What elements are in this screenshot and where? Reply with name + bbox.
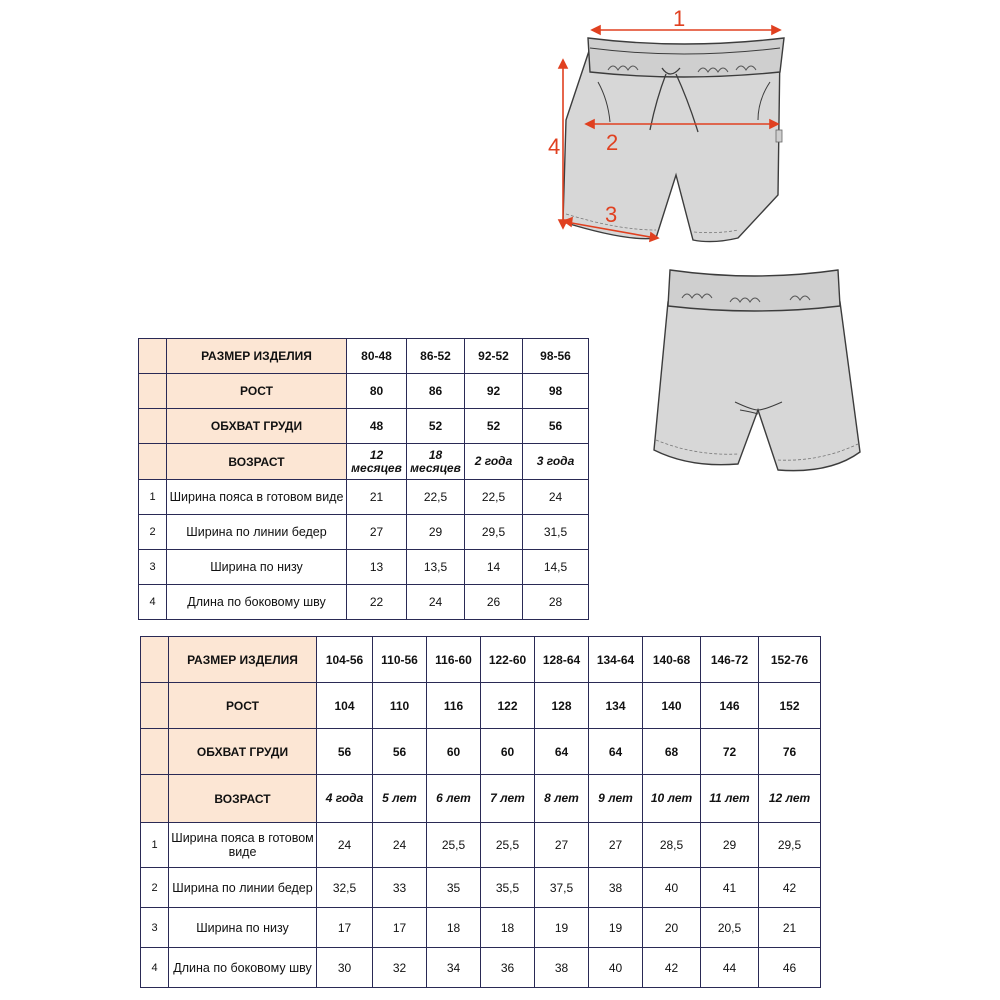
table-row: 1 Ширина пояса в готовом виде 21 22,5 22,5 24 — [139, 480, 589, 515]
table-row: ОБХВАТ ГРУДИ 48 52 52 56 — [139, 409, 589, 444]
table-row: 4 Длина по боковому шву 30 32 34 36 38 40 42 44 46 — [141, 948, 821, 988]
row-label: РОСТ — [169, 683, 317, 729]
table-row: 2 Ширина по линии бедер 32,5 33 35 35,5 37,5 38 40 41 42 — [141, 868, 821, 908]
table-row: РОСТ 80 86 92 98 — [139, 374, 589, 409]
table-row: 2 Ширина по линии бедер 27 29 29,5 31,5 — [139, 515, 589, 550]
row-label: ОБХВАТ ГРУДИ — [169, 729, 317, 775]
row-label: ОБХВАТ ГРУДИ — [167, 409, 347, 444]
table-row: 1 Ширина пояса в готовом виде 24 24 25,5 25,5 27 27 28,5 29 29,5 — [141, 823, 821, 868]
shorts-front-diagram — [548, 0, 788, 260]
table-row: РОСТ 104 110 116 122 128 134 140 146 152 — [141, 683, 821, 729]
table-row: ВОЗРАСТ 12 месяцев 18 месяцев 2 года 3 года — [139, 444, 589, 480]
measure-label-4: 4 — [548, 134, 561, 159]
size-table-large — [140, 636, 821, 988]
size-table-small — [138, 338, 589, 620]
table-row: ВОЗРАСТ 4 года 5 лет 6 лет 7 лет 8 лет 9 лет 10 лет 11 лет 12 лет — [141, 775, 821, 823]
table-row: 4 Длина по боковому шву 22 24 26 28 — [139, 585, 589, 620]
measure-label-2: 2 — [606, 130, 619, 155]
row-label: РАЗМЕР ИЗДЕЛИЯ — [167, 339, 347, 374]
table-row: 3 Ширина по низу 13 13,5 14 14,5 — [139, 550, 589, 585]
shorts-back-diagram — [640, 262, 870, 477]
table-row: РАЗМЕР ИЗДЕЛИЯ 80-48 86-52 92-52 98-56 — [139, 339, 589, 374]
table-row: 3 Ширина по низу 17 17 18 18 19 19 20 20,5 21 — [141, 908, 821, 948]
table-row: РАЗМЕР ИЗДЕЛИЯ 104-56 110-56 116-60 122-60 128-64 134-64 140-68 146-72 152-76 — [141, 637, 821, 683]
row-label: ВОЗРАСТ — [167, 444, 347, 480]
row-label: РОСТ — [167, 374, 347, 409]
table-row: ОБХВАТ ГРУДИ 56 56 60 60 64 64 68 72 76 — [141, 729, 821, 775]
row-label: РАЗМЕР ИЗДЕЛИЯ — [169, 637, 317, 683]
measure-label-3: 3 — [605, 202, 618, 227]
row-label: ВОЗРАСТ — [169, 775, 317, 823]
measure-label-1: 1 — [673, 6, 686, 31]
